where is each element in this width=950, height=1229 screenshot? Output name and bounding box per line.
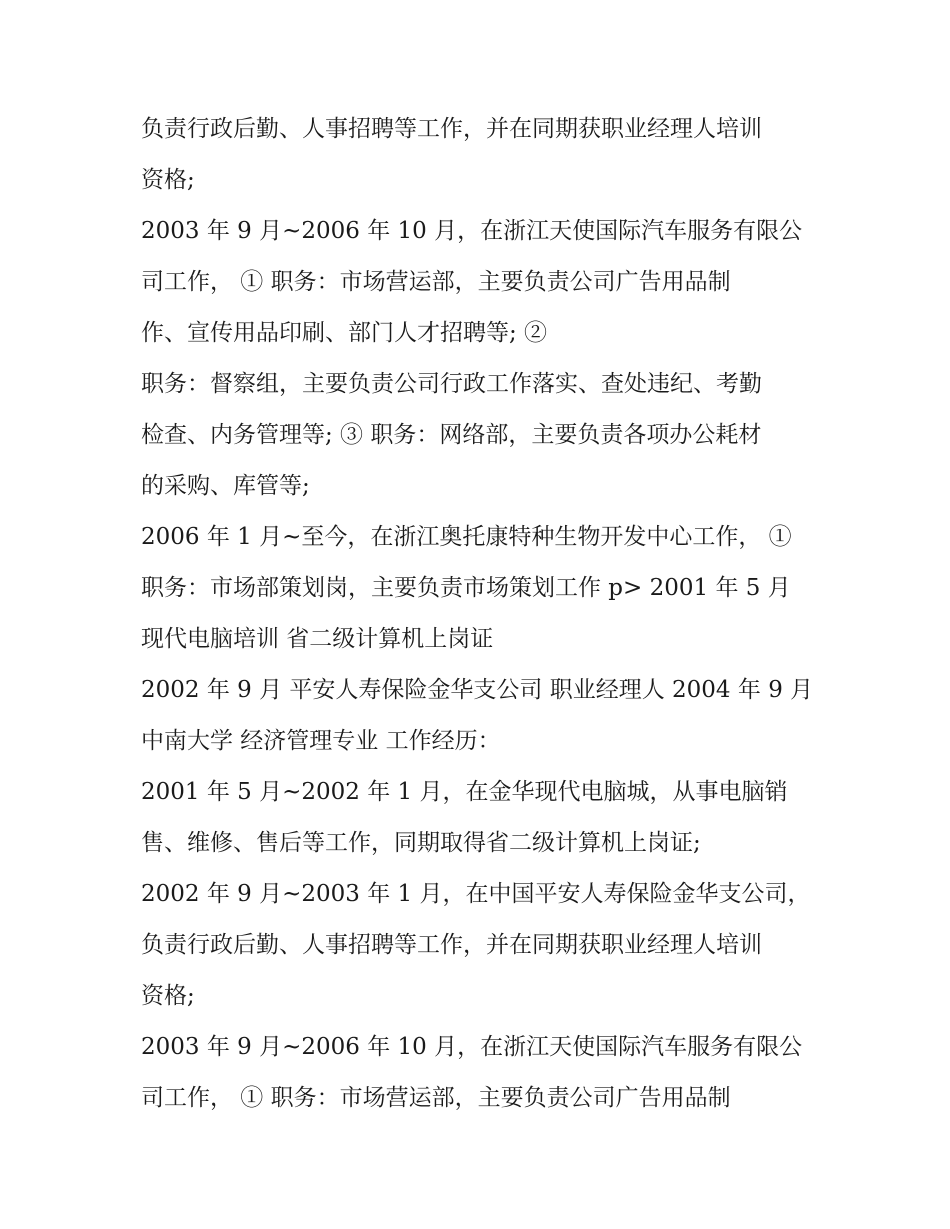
text-line-18: 资格; (141, 983, 195, 1009)
text-line-17: 负责行政后勤、人事招聘等工作，并在同期获职业经理人培训 (141, 932, 762, 958)
text-line-13: 中南大学 经济管理专业 工作经历： (141, 728, 501, 754)
text-line-9: 2006 年 1 月~至今，在浙江奥托康特种生物开发中心工作， ① (141, 524, 792, 550)
text-line-11: 现代电脑培训 省二级计算机上岗证 (141, 626, 494, 652)
text-line-8: 的采购、库管等; (141, 473, 310, 499)
text-line-14: 2001 年 5 月~2002 年 1 月，在金华现代电脑城，从事电脑销 (141, 779, 788, 805)
text-line-5: 作、宣传用品印刷、部门人才招聘等; ② (141, 320, 548, 346)
text-line-15: 售、维修、售后等工作，同期取得省二级计算机上岗证; (141, 830, 701, 856)
text-line-12: 2002 年 9 月 平安人寿保险金华支公司 职业经理人 2004 年 9 月 (141, 677, 814, 703)
text-line-4: 司工作， ① 职务：市场营运部，主要负责公司广告用品制 (141, 269, 731, 295)
text-line-7: 检查、内务管理等; ③ 职务：网络部，主要负责各项办公耗材 (141, 422, 762, 448)
document-body (141, 104, 821, 1124)
text-line-6: 职务：督察组，主要负责公司行政工作落实、查处违纪、考勤 (141, 371, 762, 397)
text-line-3: 2003 年 9 月~2006 年 10 月，在浙江天使国际汽车服务有限公 (141, 218, 803, 244)
text-line-16: 2002 年 9 月~2003 年 1 月，在中国平安人寿保险金华支公司， (141, 881, 811, 907)
text-line-19: 2003 年 9 月~2006 年 10 月，在浙江天使国际汽车服务有限公 (141, 1034, 803, 1060)
text-line-2: 资格; (141, 167, 195, 193)
text-line-10: 职务：市场部策划岗，主要负责市场策划工作 p> 2001 年 5 月 (141, 575, 791, 601)
text-line-20: 司工作， ① 职务：市场营运部，主要负责公司广告用品制 (141, 1085, 731, 1111)
text-line-1: 负责行政后勤、人事招聘等工作，并在同期获职业经理人培训 (141, 116, 762, 142)
